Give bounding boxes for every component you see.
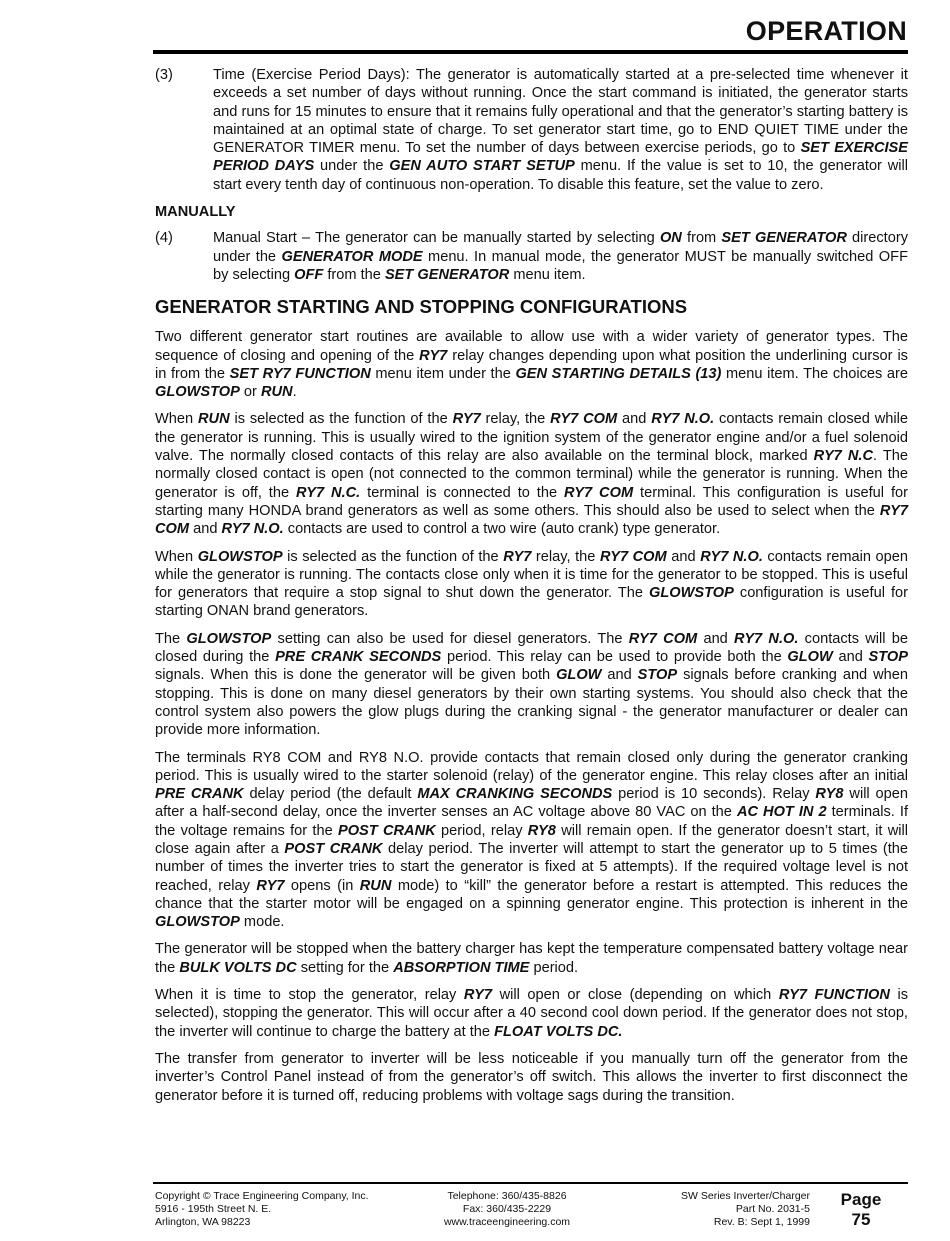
emphasized-term: RY7: [419, 347, 448, 364]
footer-telephone: Telephone: 360/435-8826: [447, 1190, 567, 1202]
emphasized-term: RY8: [815, 786, 844, 803]
item-text: Time (Exercise Period Days): The generator is automatically started at a pre-selected time whenever it exceeds a set number of days without running. Once the start command is initiated, the generator starts and runs for 15 minutes to ensure that it remains fully operational and that the generator’s starting battery is maintained at an optimal state of charge. To set generator start time, go to END QUIET TIME under the GENERATOR TIMER menu. To set the number of days between exercise periods, go to SET EXERCISE PERIOD DAYS under the GEN AUTO START SETUP menu. If the value is set to 10, the generator will start every tenth day of continuous non-operation. To disable this feature, set the value to zero.: [213, 67, 908, 193]
footer-copyright: Copyright © Trace Engineering Company, Inc.: [155, 1190, 369, 1202]
emphasized-term: RY8: [527, 822, 556, 839]
bold-term: Manual Start: [213, 230, 297, 247]
emphasized-term: SET EXERCISE PERIOD DAYS: [213, 140, 908, 175]
item-number: (3): [155, 67, 173, 83]
emphasized-term: RY7 N.C: [813, 448, 873, 465]
emphasized-term: GLOWSTOP: [155, 384, 240, 401]
emphasized-term: RY7: [452, 411, 481, 428]
emphasized-term: PRE CRANK: [155, 786, 244, 803]
emphasized-term: STOP: [868, 649, 908, 666]
paragraph: When RUN is selected as the function of the RY7 relay, the RY7 COM and RY7 N.O. contacts remain closed while the generator is running. This is usually wired to the ignition system of the generator engine and/or a fuel solenoid valve. The normally closed contacts of this relay are also available on the terminal block, marked RY7 N.C. The normally closed contact is open (not connected to the common terminal) while the generator is running. When the generator is off, the RY7 N.C. terminal is connected to the RY7 COM terminal. This configuration is useful for starting many HONDA brand generators as well as some others. This should also be used to select when the RY7 COM and RY7 N.O. contacts are used to control a two wire (auto crank) type generator.: [155, 411, 908, 538]
footer-part-number: Part No. 2031-5: [735, 1203, 810, 1215]
emphasized-term: GEN STARTING DETAILS (13): [515, 365, 722, 382]
header-rule: [153, 50, 908, 54]
emphasized-term: RY7 N.O.: [221, 521, 284, 538]
emphasized-term: GENERATOR MODE: [281, 248, 423, 265]
footer-rule: [153, 1182, 908, 1184]
section-heading: GENERATOR STARTING AND STOPPING CONFIGURATIONS: [155, 296, 688, 318]
bold-term: GENERATOR TIMER: [213, 140, 355, 157]
item-text: Manual Start – The generator can be manually started by selecting ON from SET GENERATOR directory under the GENERATOR MODE menu. In manual mode, the generator MUST be manually switched OFF by selecting OFF from the SET GENERATOR menu item.: [213, 230, 909, 283]
footer-address-line2: Arlington, WA 98223: [155, 1216, 251, 1228]
emphasized-term: RY7 N.O.: [651, 411, 715, 428]
emphasized-term: BULK VOLTS DC: [179, 959, 297, 976]
numbered-item-3: [155, 66, 908, 194]
page-number: 75: [851, 1210, 871, 1229]
paragraph: The GLOWSTOP setting can also be used for diesel generators. The RY7 COM and RY7 N.O. contacts will be closed during the PRE CRANK SECONDS period. This relay can be used to provide both the GLOW and STOP signals. When this is done the generator will be given both GLOW and STOP signals before cranking and when stopping. This is done on many diesel generators by their own starting systems. You should also check that the control system also powers the glow plugs during the cranking signal - the generator manufacturer or dealer can provide more information.: [155, 630, 909, 739]
footer-revision: Rev. B: Sept 1, 1999: [713, 1216, 810, 1228]
emphasized-term: GLOWSTOP: [649, 585, 734, 602]
emphasized-term: SET GENERATOR: [721, 230, 847, 247]
paragraph: When it is time to stop the generator, relay RY7 will open or close (depending on which RY7 FUNCTION is selected), stopping the generator. This will occur after a 40 second cool down period. If the generator does not stop, the inverter will continue to charge the battery at the FLOAT VOLTS DC.: [155, 987, 908, 1040]
page-content: [155, 66, 908, 1114]
footer-address-line1: 5916 - 195th Street N. E.: [155, 1203, 272, 1215]
emphasized-term: RUN: [359, 877, 392, 894]
paragraph: The transfer from generator to inverter will be less noticeable if you manually turn off the generator from the inverter’s Control Panel instead of from the generator’s off switch. This allows the inverter to first disconnect the generator before it is turned off, reducing problems with voltage sags during the transition.: [155, 1050, 908, 1104]
emphasized-term: STOP: [637, 667, 678, 684]
emphasized-term: RY7: [463, 987, 493, 1004]
emphasized-term: RY7 COM: [599, 548, 667, 565]
paragraph: Two different generator start routines are available to allow use with a wider variety of generator types. The sequence of closing and opening of the RY7 relay changes depending upon what position the underlining cursor is in from the SET RY7 FUNCTION menu item under the GEN STARTING DETAILS (13) menu item. The choices are GLOWSTOP or RUN.: [155, 329, 908, 401]
emphasized-term: RY7 N.O.: [734, 630, 799, 647]
emphasized-term: MAX CRANKING SECONDS: [417, 786, 613, 803]
emphasized-term: RY7: [503, 548, 532, 565]
bold-term: RY8 N.O.: [358, 749, 424, 766]
footer-website: www.traceengineering.com: [443, 1216, 571, 1228]
emphasized-term: OFF: [294, 266, 324, 283]
emphasized-term: RY7 COM: [155, 502, 908, 538]
emphasized-term: RY7 COM: [564, 484, 634, 501]
footer-product-name: SW Series Inverter/Charger: [681, 1190, 810, 1202]
emphasized-term: GLOWSTOP: [186, 630, 272, 647]
paragraph: The generator will be stopped when the battery charger has kept the temperature compensated battery voltage near the BULK VOLTS DC setting for the ABSORPTION TIME period.: [155, 941, 908, 976]
emphasized-term: RY7: [256, 877, 285, 894]
emphasized-term: RY7 COM: [550, 411, 618, 428]
emphasized-term: GLOW: [556, 667, 602, 684]
bold-term: RY8 COM: [252, 749, 322, 766]
emphasized-term: ABSORPTION TIME: [393, 959, 530, 976]
footer-contact: [407, 1190, 607, 1229]
emphasized-term: POST CRANK: [337, 822, 436, 839]
page-header-title: OPERATION: [745, 16, 907, 46]
emphasized-term: GLOWSTOP: [155, 914, 240, 931]
emphasized-term: SET RY7 FUNCTION: [229, 365, 371, 382]
paragraph: The terminals RY8 COM and RY8 N.O. provide contacts that remain closed only during the generator cranking period. This is usually wired to the starter solenoid (relay) of the generator engine. This relay closes after an initial PRE CRANK delay period (the default MAX CRANKING SECONDS period is 10 seconds). Relay RY8 will open after a half-second delay, once the inverter senses an AC voltage above 80 VAC on the AC HOT IN 2 terminals. If the voltage remains for the POST CRANK period, relay RY8 will remain open. If the generator doesn’t start, it will close again after a POST CRANK delay period. The inverter will attempt to start the generator up to 5 times (the number of times the inverter tries to start the generator is fixed at 5 attempts). If the required voltage level is not reached, relay RY7 opens (in RUN mode) to “kill” the generator before a restart is attempted. This reduces the chance that the starter motor will be engaged on a spinning generator engine. This protection is inherent in the GLOWSTOP mode.: [155, 749, 909, 931]
item-number: (4): [155, 230, 173, 247]
page-number-box: [826, 1190, 896, 1230]
emphasized-term: GLOWSTOP: [197, 548, 283, 565]
emphasized-term: GEN AUTO START SETUP: [389, 158, 575, 175]
footer-fax: Fax: 360/435-2229: [462, 1203, 552, 1215]
page-label: Page: [840, 1190, 882, 1209]
subheading-manually: MANUALLY: [155, 204, 236, 221]
emphasized-term: AC HOT IN 2: [736, 804, 827, 821]
footer-product: [600, 1190, 810, 1229]
bold-term: END QUIET TIME: [717, 121, 839, 138]
emphasized-term: RUN: [197, 411, 230, 428]
emphasized-term: RUN: [260, 384, 293, 401]
paragraph: When GLOWSTOP is selected as the function of the RY7 relay, the RY7 COM and RY7 N.O. contacts remain open while the generator is running. The contacts close only when it is time for the generator to be stopped. This is useful for generators that require a stop signal to shut down the generator. The GLOWSTOP configuration is useful for starting ONAN brand generators.: [155, 548, 908, 620]
emphasized-term: RY7 N.C.: [296, 484, 361, 501]
numbered-item-4: [155, 229, 908, 284]
emphasized-term: GLOW: [787, 649, 833, 666]
emphasized-term: RY7 COM: [628, 630, 698, 647]
emphasized-term: SET GENERATOR: [384, 266, 510, 283]
emphasized-term: POST CRANK: [284, 840, 383, 857]
emphasized-term: RY7 FUNCTION: [778, 987, 890, 1004]
bold-term: Time (Exercise Period Days):: [213, 67, 410, 83]
emphasized-term: RY7 N.O.: [700, 548, 763, 565]
emphasized-term: PRE CRANK SECONDS: [275, 649, 442, 666]
emphasized-term: ON: [659, 230, 682, 247]
footer-company: [155, 1190, 369, 1229]
emphasized-term: FLOAT VOLTS DC.: [494, 1023, 623, 1040]
